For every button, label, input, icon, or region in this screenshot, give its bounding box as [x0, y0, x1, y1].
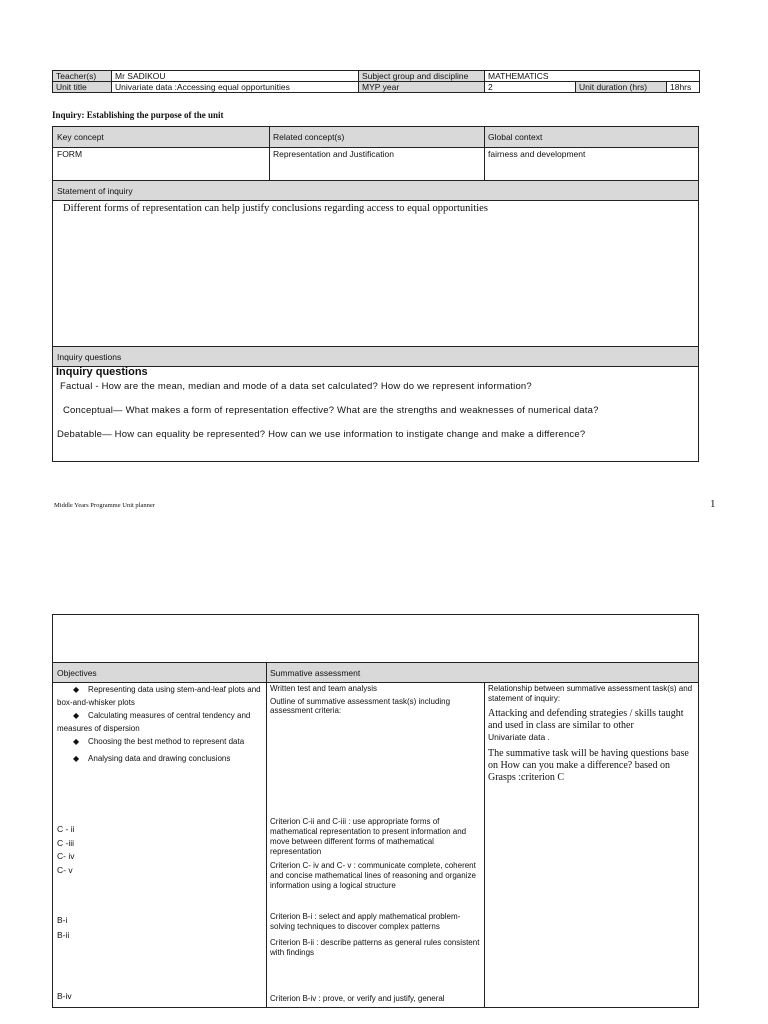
criterion-c-iv-v: Criterion C- iv and C- v : communicate complete, coherent and concise mathematical lines of reasoning and organize information using a logical structure — [270, 861, 476, 890]
relationship-text1: Attacking and defending strategies / skills taught and used in class are similar to other — [488, 708, 684, 731]
criterion-b-iv: Criterion B-iv : prove, or verify and justify, general — [270, 994, 445, 1003]
criterion-b-i: Criterion B-i : select and apply mathematical problem-solving techniques to discover complex patterns — [270, 912, 461, 931]
relationship-label: Relationship between summative assessment task(s) and statement of inquiry: — [488, 684, 693, 703]
inquiry-heading: Inquiry: Establishing the purpose of the unit — [52, 110, 224, 120]
duration-label: Unit duration (hrs) — [576, 82, 667, 93]
objectives-list — [57, 683, 262, 765]
concept-header-band — [53, 127, 698, 148]
questions-band — [53, 346, 698, 367]
objective-text: Choosing the best method to represent data — [88, 737, 245, 746]
global-context-label: Global context — [488, 132, 543, 142]
assessment-box — [52, 614, 699, 1008]
related-concept-label: Related concept(s) — [273, 132, 345, 142]
criterion-code: C- iv — [57, 851, 75, 861]
relationship-text1b: Univariate data . — [488, 732, 550, 742]
teacher-value: Mr SADIKOU — [112, 71, 359, 82]
global-context-value: fairness and development — [488, 149, 586, 159]
statement-text: Different forms of representation can help justify conclusions regarding access to equal opportunities — [63, 203, 488, 214]
conceptual-question: Conceptual— What makes a form of representation effective? What are the strengths and weaknesses of numerical data? — [63, 405, 599, 416]
questions-title: Inquiry questions — [56, 366, 148, 378]
criterion-b-ii: Criterion B-ii : describe patterns as general rules consistent with findings — [270, 938, 480, 957]
unit-title-label: Unit title — [53, 82, 112, 93]
footer-text: Middle Years Programme Unit planner — [54, 502, 155, 509]
assess-col-divider-2 — [484, 682, 485, 1007]
criterion-code: B-ii — [57, 930, 70, 940]
relationship-text2: The summative task will be having questions base on How can you make a difference? based on Grasps :criterion C — [488, 748, 689, 783]
questions-label: Inquiry questions — [57, 352, 122, 362]
factual-question: Factual - How are the mean, median and mode of a data set calculated? How do we represent information? — [60, 381, 532, 392]
summative-label: Summative assessment — [270, 668, 361, 678]
objective-text: Analysing data and drawing conclusions — [88, 754, 231, 763]
criteria-codes-b — [57, 913, 69, 943]
statement-band — [53, 180, 698, 201]
header-table — [52, 70, 700, 93]
unit-title-value: Univariate data :Accessing equal opportunities — [112, 82, 359, 93]
objective-item: ◆ Choosing the best method to represent data — [73, 737, 245, 746]
criterion-code-biv: B-iv — [57, 991, 72, 1001]
subject-label: Subject group and discipline — [359, 71, 485, 82]
criterion-code: C -iii — [57, 837, 74, 848]
key-concept-label: Key concept — [57, 132, 104, 142]
relationship-column — [488, 684, 696, 784]
col-divider-1 — [269, 127, 270, 181]
related-concept-value: Representation and Justification — [273, 149, 394, 159]
objective-item: ◆ Analysing data and drawing conclusions — [73, 754, 231, 763]
criterion-code: B-i — [57, 915, 68, 925]
statement-label: Statement of inquiry — [57, 186, 133, 196]
duration-value: 18hrs — [667, 82, 700, 93]
objective-text: Calculating measures of central tendency and measures of dispersion — [57, 711, 251, 733]
criteria-codes-c — [57, 823, 74, 877]
teacher-label: Teacher(s) — [53, 71, 112, 82]
page-number: 1 — [710, 498, 716, 510]
myp-year-label: MYP year — [359, 82, 485, 93]
criterion-code: C - ii — [57, 824, 75, 834]
myp-year-value: 2 — [485, 82, 576, 93]
objective-item: ◆ Representing data using stem-and-leaf plots and box-and-whisker plots — [57, 685, 261, 707]
assess-col-divider-1 — [266, 662, 267, 1007]
key-concept-value: FORM — [57, 149, 83, 159]
summative-line1: Written test and team analysis — [270, 684, 378, 693]
criterion-code: C- v — [57, 864, 73, 875]
objective-text: Representing data using stem-and-leaf plots and box-and-whisker plots — [57, 685, 261, 707]
subject-value: MATHEMATICS — [485, 71, 700, 82]
objectives-label: Objectives — [57, 668, 97, 678]
criterion-c-ii-iii: Criterion C-ii and C-iii : use appropriate forms of mathematical representation to present information and move between different forms of mathematical representation — [270, 817, 467, 856]
assessment-header-band — [53, 662, 698, 683]
inquiry-box — [52, 126, 699, 462]
debatable-question: Debatable— How can equality be represented? How can we use information to instigate change and make a difference? — [57, 429, 586, 440]
summative-line2: Outline of summative assessment task(s) including assessment criteria: — [270, 696, 451, 715]
col-divider-2 — [484, 127, 485, 181]
objective-item: ◆ Calculating measures of central tendency and measures of dispersion — [57, 711, 251, 733]
summative-column — [270, 684, 480, 716]
